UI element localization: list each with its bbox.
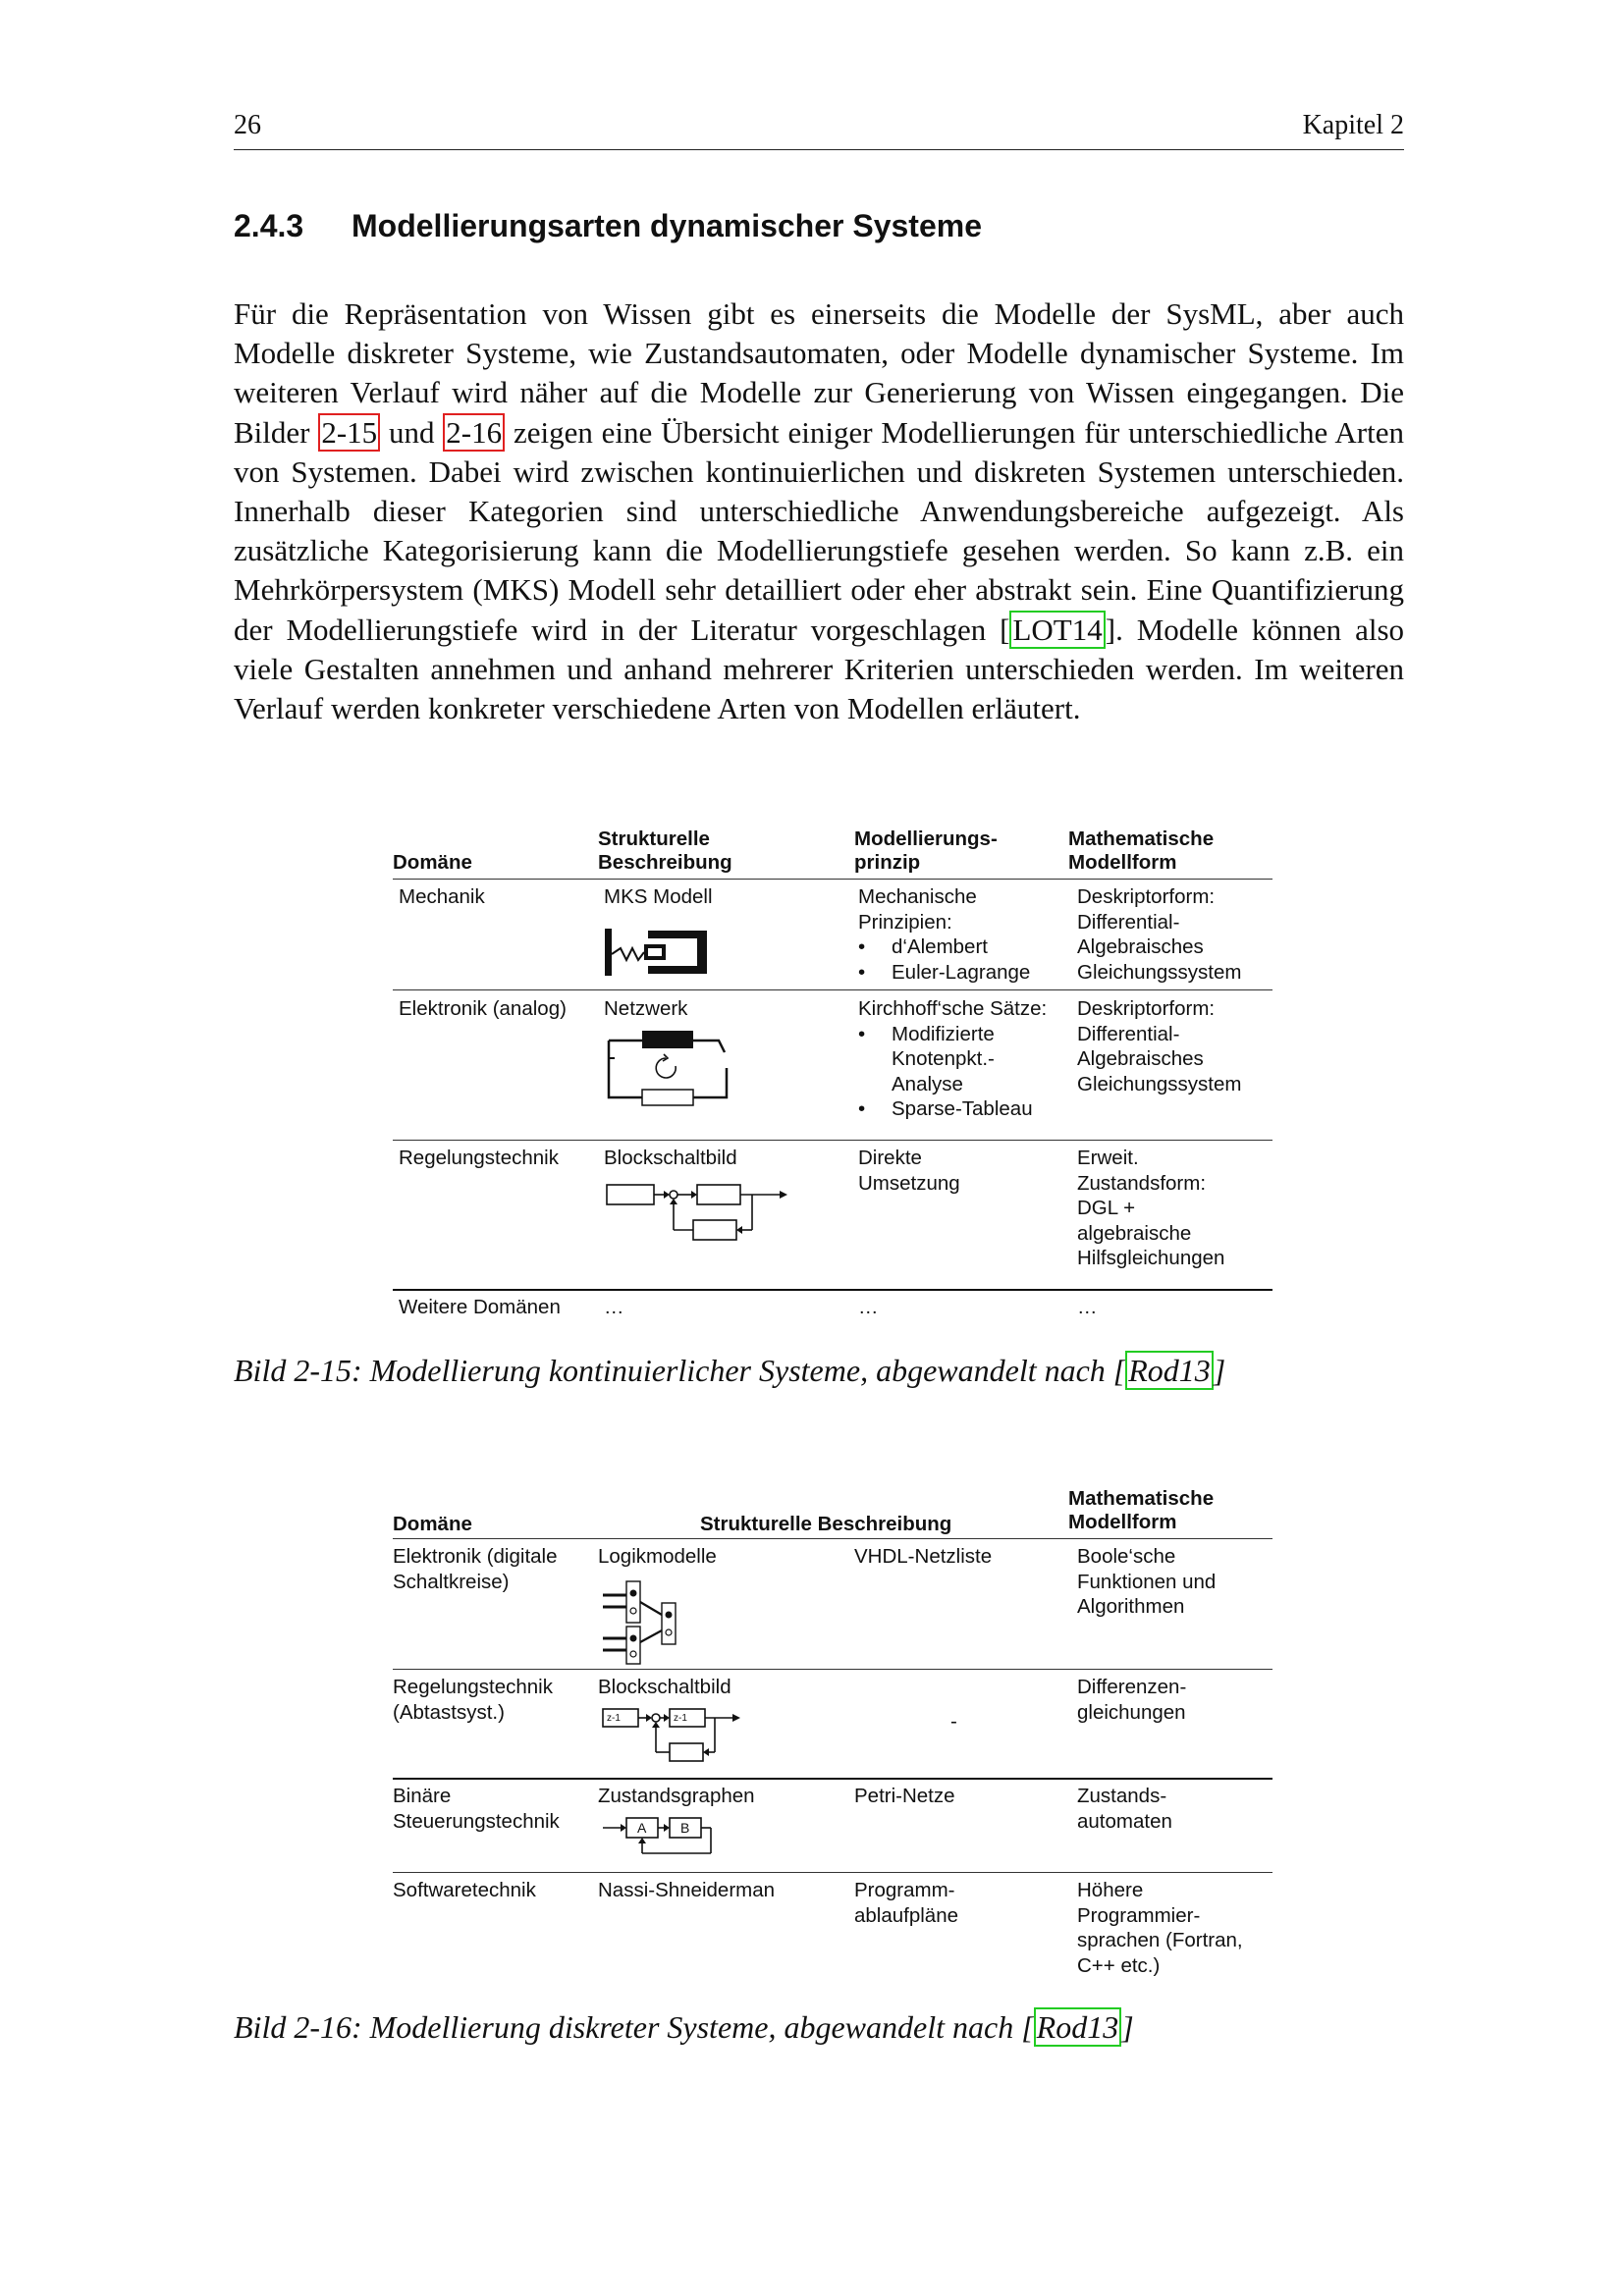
section-heading <box>234 208 982 244</box>
header-domain: Domäne <box>393 1513 472 1535</box>
row2-domain: Elektronik (analog) <box>399 997 567 1020</box>
row3-structure2: Petri-Netze <box>854 1785 955 1807</box>
block-label-z1: z-1 <box>607 1713 621 1724</box>
principle-bullet: • Euler-Lagrange <box>858 960 1030 986</box>
row4-principle: … <box>858 1296 879 1318</box>
principle-bullet: • Modifizierte Knotenpkt.- Analyse <box>858 1022 1047 1097</box>
section-number: 2.4.3 <box>234 208 304 243</box>
row3-math: Erweit. Zustandsform: DGL + algebraische Hilfsgleichungen <box>1077 1147 1225 1269</box>
caption-end: ] <box>1213 1353 1226 1388</box>
row2-structure: Netzwerk <box>604 997 688 1020</box>
caption-end: ] <box>1121 2009 1134 2045</box>
body-text-part3: zeigen eine Übersicht einiger Modellierungen für unterschiedliche Arten von Systemen. Dabei wird zwischen kontinuierlichen und diskreten Systemen unterschieden. Innerhalb dieser Kategorien sind unterschiedliche Anwendungsbereiche aufgezeigt. Als zusätzliche Kategorisierung kann die Modellierungstiefe gesehen werden. So kann z.B. ein Mehrkörpersystem (MKS) Modell sehr detailliert oder eher abstrakt sein. Eine Quantifizierung der Modellierungstiefe wird in der Literatur vorgeschlagen [ <box>234 414 1404 647</box>
row2-structure2: - <box>950 1710 957 1733</box>
row4-structure: Nassi-Shneiderman <box>598 1879 776 1901</box>
row-divider <box>393 1140 1272 1141</box>
row4-math: … <box>1077 1296 1098 1318</box>
row1-math: Deskriptorform: Differential- Algebraisches Gleichungssystem <box>1077 885 1242 984</box>
row3-math: Zustands- automaten <box>1077 1785 1172 1833</box>
header-principle: Modellierungs- prinzip <box>854 828 998 874</box>
header-structure: Strukturelle Beschreibung <box>598 828 732 874</box>
state-a-label: A <box>637 1820 647 1836</box>
caption-label: Bild 2-15 <box>234 1353 352 1388</box>
row4-math: Höhere Programmier- sprachen (Fortran, C++ etc.) <box>1077 1879 1243 1977</box>
row1-structure2: VHDL-Netzliste <box>854 1545 993 1568</box>
block-diagram-icon <box>605 1181 791 1246</box>
header-domain: Domäne <box>393 851 472 874</box>
figure-2-16-table <box>393 1487 1272 1978</box>
state-b-label: B <box>680 1820 690 1836</box>
row-divider <box>393 1669 1272 1670</box>
caption-label: Bild 2-16 <box>234 2009 352 2045</box>
header-rule <box>393 879 1272 880</box>
running-header <box>234 110 1404 150</box>
row1-principle: Mechanische Prinzipien: • d‘Alembert • Euler-Lagrange <box>858 884 1030 985</box>
row-divider <box>393 1778 1272 1780</box>
row2-structure: Blockschaltbild <box>598 1676 731 1698</box>
body-text-part4: ]. Modelle können also viele Gestalten annehmen und anhand mehrerer Kriterien unterschieden werden. Im weiteren Verlauf werden konkreter verschiedene Arten von Modellen erläutert. <box>234 612 1405 726</box>
citation-link[interactable]: LOT14 <box>1009 611 1105 649</box>
header-structure: Strukturelle Beschreibung <box>700 1513 952 1535</box>
row1-math: Boole‘sche Funktionen und Algorithmen <box>1077 1545 1217 1618</box>
row2-math: Deskriptorform: Differential- Algebraisches Gleichungssystem <box>1077 997 1242 1095</box>
row3-principle: Direkte Umsetzung <box>858 1147 960 1195</box>
body-text-part1: Für die Repräsentation von Wissen gibt es einerseits die Modelle der SysML, aber auch Modelle diskreter Systeme, wie Zustandsautomaten, oder Modelle dynamischer Systeme. Im weiteren Verlauf wird näher auf die Modelle zur Generierung von Wissen eingegangen. Die Bilder <box>234 296 1404 450</box>
row2-math: Differenzen- gleichungen <box>1077 1676 1187 1724</box>
circuit-network-icon <box>605 1029 732 1107</box>
row4-structure: … <box>604 1296 624 1318</box>
figure-ref-link[interactable]: 2-16 <box>443 413 505 452</box>
row3-domain: Regelungstechnik <box>399 1147 559 1169</box>
figure-ref-link[interactable]: 2-15 <box>318 413 380 452</box>
row3-structure: Zustandsgraphen <box>598 1785 755 1807</box>
row4-structure2: Programm- ablaufpläne <box>854 1879 959 1927</box>
sampled-block-diagram-icon <box>601 1707 748 1768</box>
row1-domain: Elektronik (digitale Schaltkreise) <box>393 1545 558 1593</box>
row-divider <box>393 989 1272 990</box>
caption-text: : Modellierung kontinuierlicher Systeme, abgewandelt nach [ <box>351 1353 1126 1388</box>
mks-model-icon <box>605 929 713 980</box>
row-divider <box>393 1289 1272 1291</box>
principle-bullet: • d‘Alembert <box>858 934 1030 960</box>
row3-domain: Binäre Steuerungstechnik <box>393 1785 560 1833</box>
row2-principle: Kirchhoff‘sche Sätze: • Modifizierte Knotenpkt.- Analyse • Sparse-Tableau <box>858 996 1047 1122</box>
row2-domain: Regelungstechnik (Abtastsyst.) <box>393 1676 553 1724</box>
body-paragraph <box>234 294 1404 728</box>
chapter-label: Kapitel 2 <box>1302 110 1404 140</box>
header-math-form: Mathematische Modellform <box>1068 828 1215 874</box>
citation-link[interactable]: Rod13 <box>1125 1351 1214 1390</box>
citation-link[interactable]: Rod13 <box>1034 2007 1122 2047</box>
block-label-z2: z-1 <box>674 1713 687 1724</box>
logic-gates-icon <box>601 1577 709 1666</box>
row4-domain: Weitere Domänen <box>399 1296 561 1318</box>
row4-domain: Softwaretechnik <box>393 1879 536 1901</box>
row1-structure: MKS Modell <box>604 885 713 908</box>
figure-2-15-table <box>393 828 1272 1318</box>
body-text-part2: und <box>380 414 444 450</box>
row-divider <box>393 1872 1272 1873</box>
caption-text: : Modellierung diskreter Systeme, abgewandelt nach [ <box>351 2009 1034 2045</box>
state-graph-icon <box>601 1814 738 1863</box>
figure-2-16-caption <box>234 2009 1134 2046</box>
row1-domain: Mechanik <box>399 885 485 908</box>
header-math-form: Mathematische Modellform <box>1068 1487 1215 1533</box>
page-number: 26 <box>234 110 261 140</box>
row3-structure: Blockschaltbild <box>604 1147 737 1169</box>
principle-bullet: • Sparse-Tableau <box>858 1096 1047 1122</box>
row1-structure: Logikmodelle <box>598 1545 717 1568</box>
section-title-text: Modellierungsarten dynamischer Systeme <box>352 208 982 243</box>
header-rule <box>393 1538 1272 1539</box>
figure-2-15-caption <box>234 1353 1225 1389</box>
